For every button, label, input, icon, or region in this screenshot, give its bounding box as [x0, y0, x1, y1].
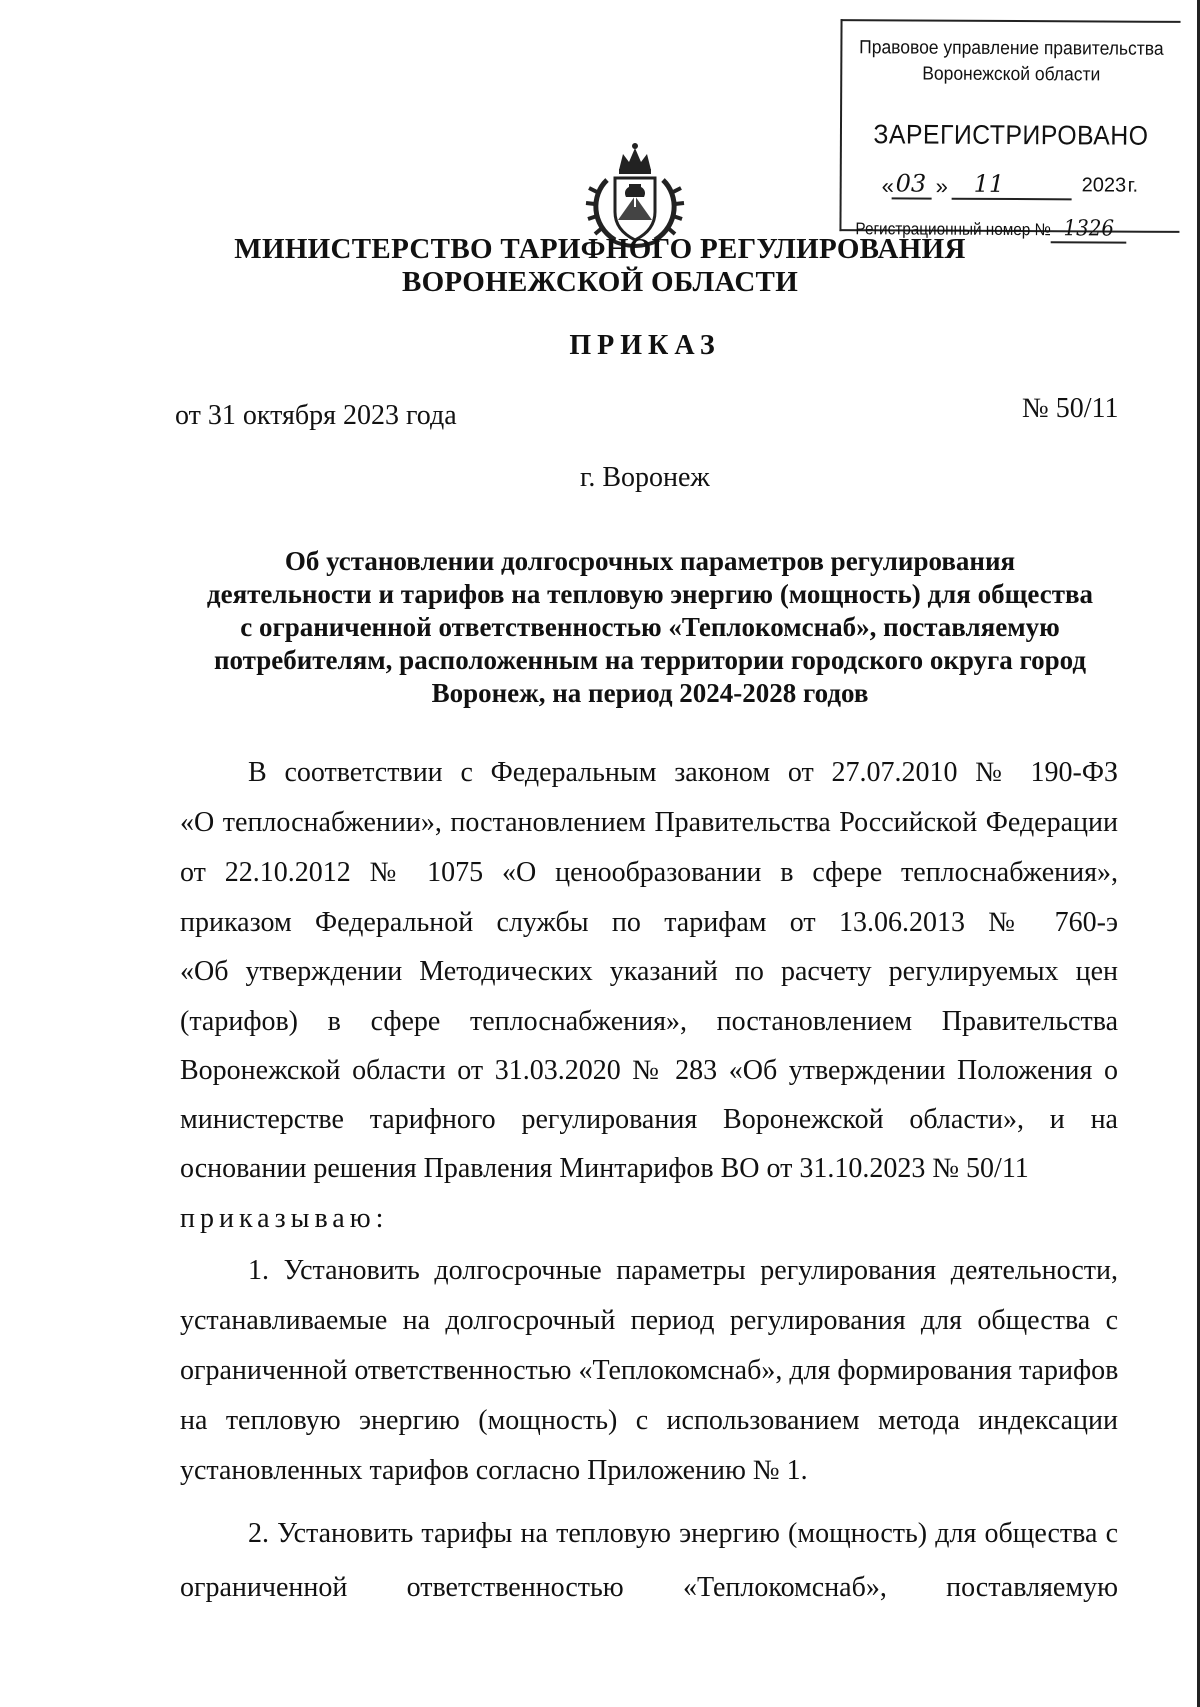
subject-line: потребителям, расположенным на территории городского округа город	[213, 645, 1087, 675]
ministry-title-line2: ВОРОНЕЖСКОЙ ОБЛАСТИ	[401, 266, 799, 298]
item1-line: на тепловую энергию (мощность) с использованием метода индексации	[180, 1405, 1118, 1436]
ministry-title-line1: МИНИСТЕРСТВО ТАРИФНОГО РЕГУЛИРОВАНИЯ	[234, 233, 966, 265]
preamble-line: Воронежской области от 31.03.2020 № 283 «Об утверждении Положения о	[180, 1055, 1118, 1086]
preamble-line: В соответствии с Федеральным законом от 27.07.2010 № 190-ФЗ	[248, 757, 1118, 788]
order-city: г. Воронеж	[580, 462, 710, 493]
stamp-department-line1: Правовое управление правительства	[859, 37, 1164, 60]
preamble-line: основании решения Правления Минтарифов ВО от 31.10.2023 № 50/11	[180, 1153, 1029, 1184]
preamble-line: министерстве тарифного регулирования Воронежской области», и на	[180, 1104, 1118, 1135]
preamble-line: «Об утверждении Методических указаний по расчету регулируемых цен	[180, 956, 1118, 987]
subject-line: Об установлении долгосрочных параметров регулирования	[284, 546, 1016, 576]
stamp-registration-label: Регистрационный номер №	[855, 219, 1052, 240]
preamble-line: (тарифов) в сфере теплоснабжения», постановлением Правительства	[180, 1006, 1118, 1037]
item2-line: 2. Установить тарифы на тепловую энергию (мощность) для общества с	[248, 1518, 1118, 1549]
subject-line: Воронеж, на период 2024-2028 годов	[431, 678, 869, 708]
stamp-date-year: 2023	[1081, 174, 1127, 197]
order-word: приказываю:	[180, 1203, 389, 1234]
order-title: ПРИКАЗ	[569, 330, 721, 361]
subject-line: деятельности и тарифов на тепловую энергию (мощность) для общества	[206, 579, 1094, 609]
preamble-line: «О теплоснабжении», постановлением Правительства Российской Федерации	[180, 807, 1118, 838]
item2-line: ограниченной ответственностью «Теплокомснаб», поставляемую	[180, 1572, 1118, 1603]
stamp-department	[856, 35, 1167, 89]
subject-line: с ограниченной ответственностью «Теплокомснаб», поставляемую	[240, 612, 1060, 642]
order-date: от 31 октября 2023 года	[175, 400, 457, 431]
stamp-date: « 03 » 11 2023 г.	[881, 169, 1139, 199]
stamp-status: ЗАРЕГИСТРИРОВАНО	[873, 119, 1149, 151]
stamp-date-year-suffix: г.	[1127, 174, 1139, 197]
stamp-registration-value: 1326	[1051, 216, 1127, 243]
stamp-date-month: 11	[973, 169, 1005, 198]
item1-line: ограниченной ответственностью «Теплокомснаб», для формирования тарифов	[180, 1355, 1119, 1386]
stamp-department-line2: Воронежской области	[922, 63, 1101, 86]
item1-line: 1. Установить долгосрочные параметры регулирования деятельности,	[248, 1255, 1118, 1286]
preamble-line: приказом Федеральной службы по тарифам от 13.06.2013 № 760-э	[180, 907, 1118, 938]
item1-line: устанавливаемые на долгосрочный период регулирования для общества с	[180, 1305, 1118, 1336]
stamp-date-day: 03	[895, 169, 927, 198]
preamble-line: от 22.10.2012 № 1075 «О ценообразовании в сфере теплоснабжения»,	[180, 857, 1118, 888]
registration-stamp	[839, 19, 1180, 242]
item1-line: установленных тарифов согласно Приложению № 1.	[180, 1455, 808, 1486]
order-number: № 50/11	[1022, 393, 1119, 424]
